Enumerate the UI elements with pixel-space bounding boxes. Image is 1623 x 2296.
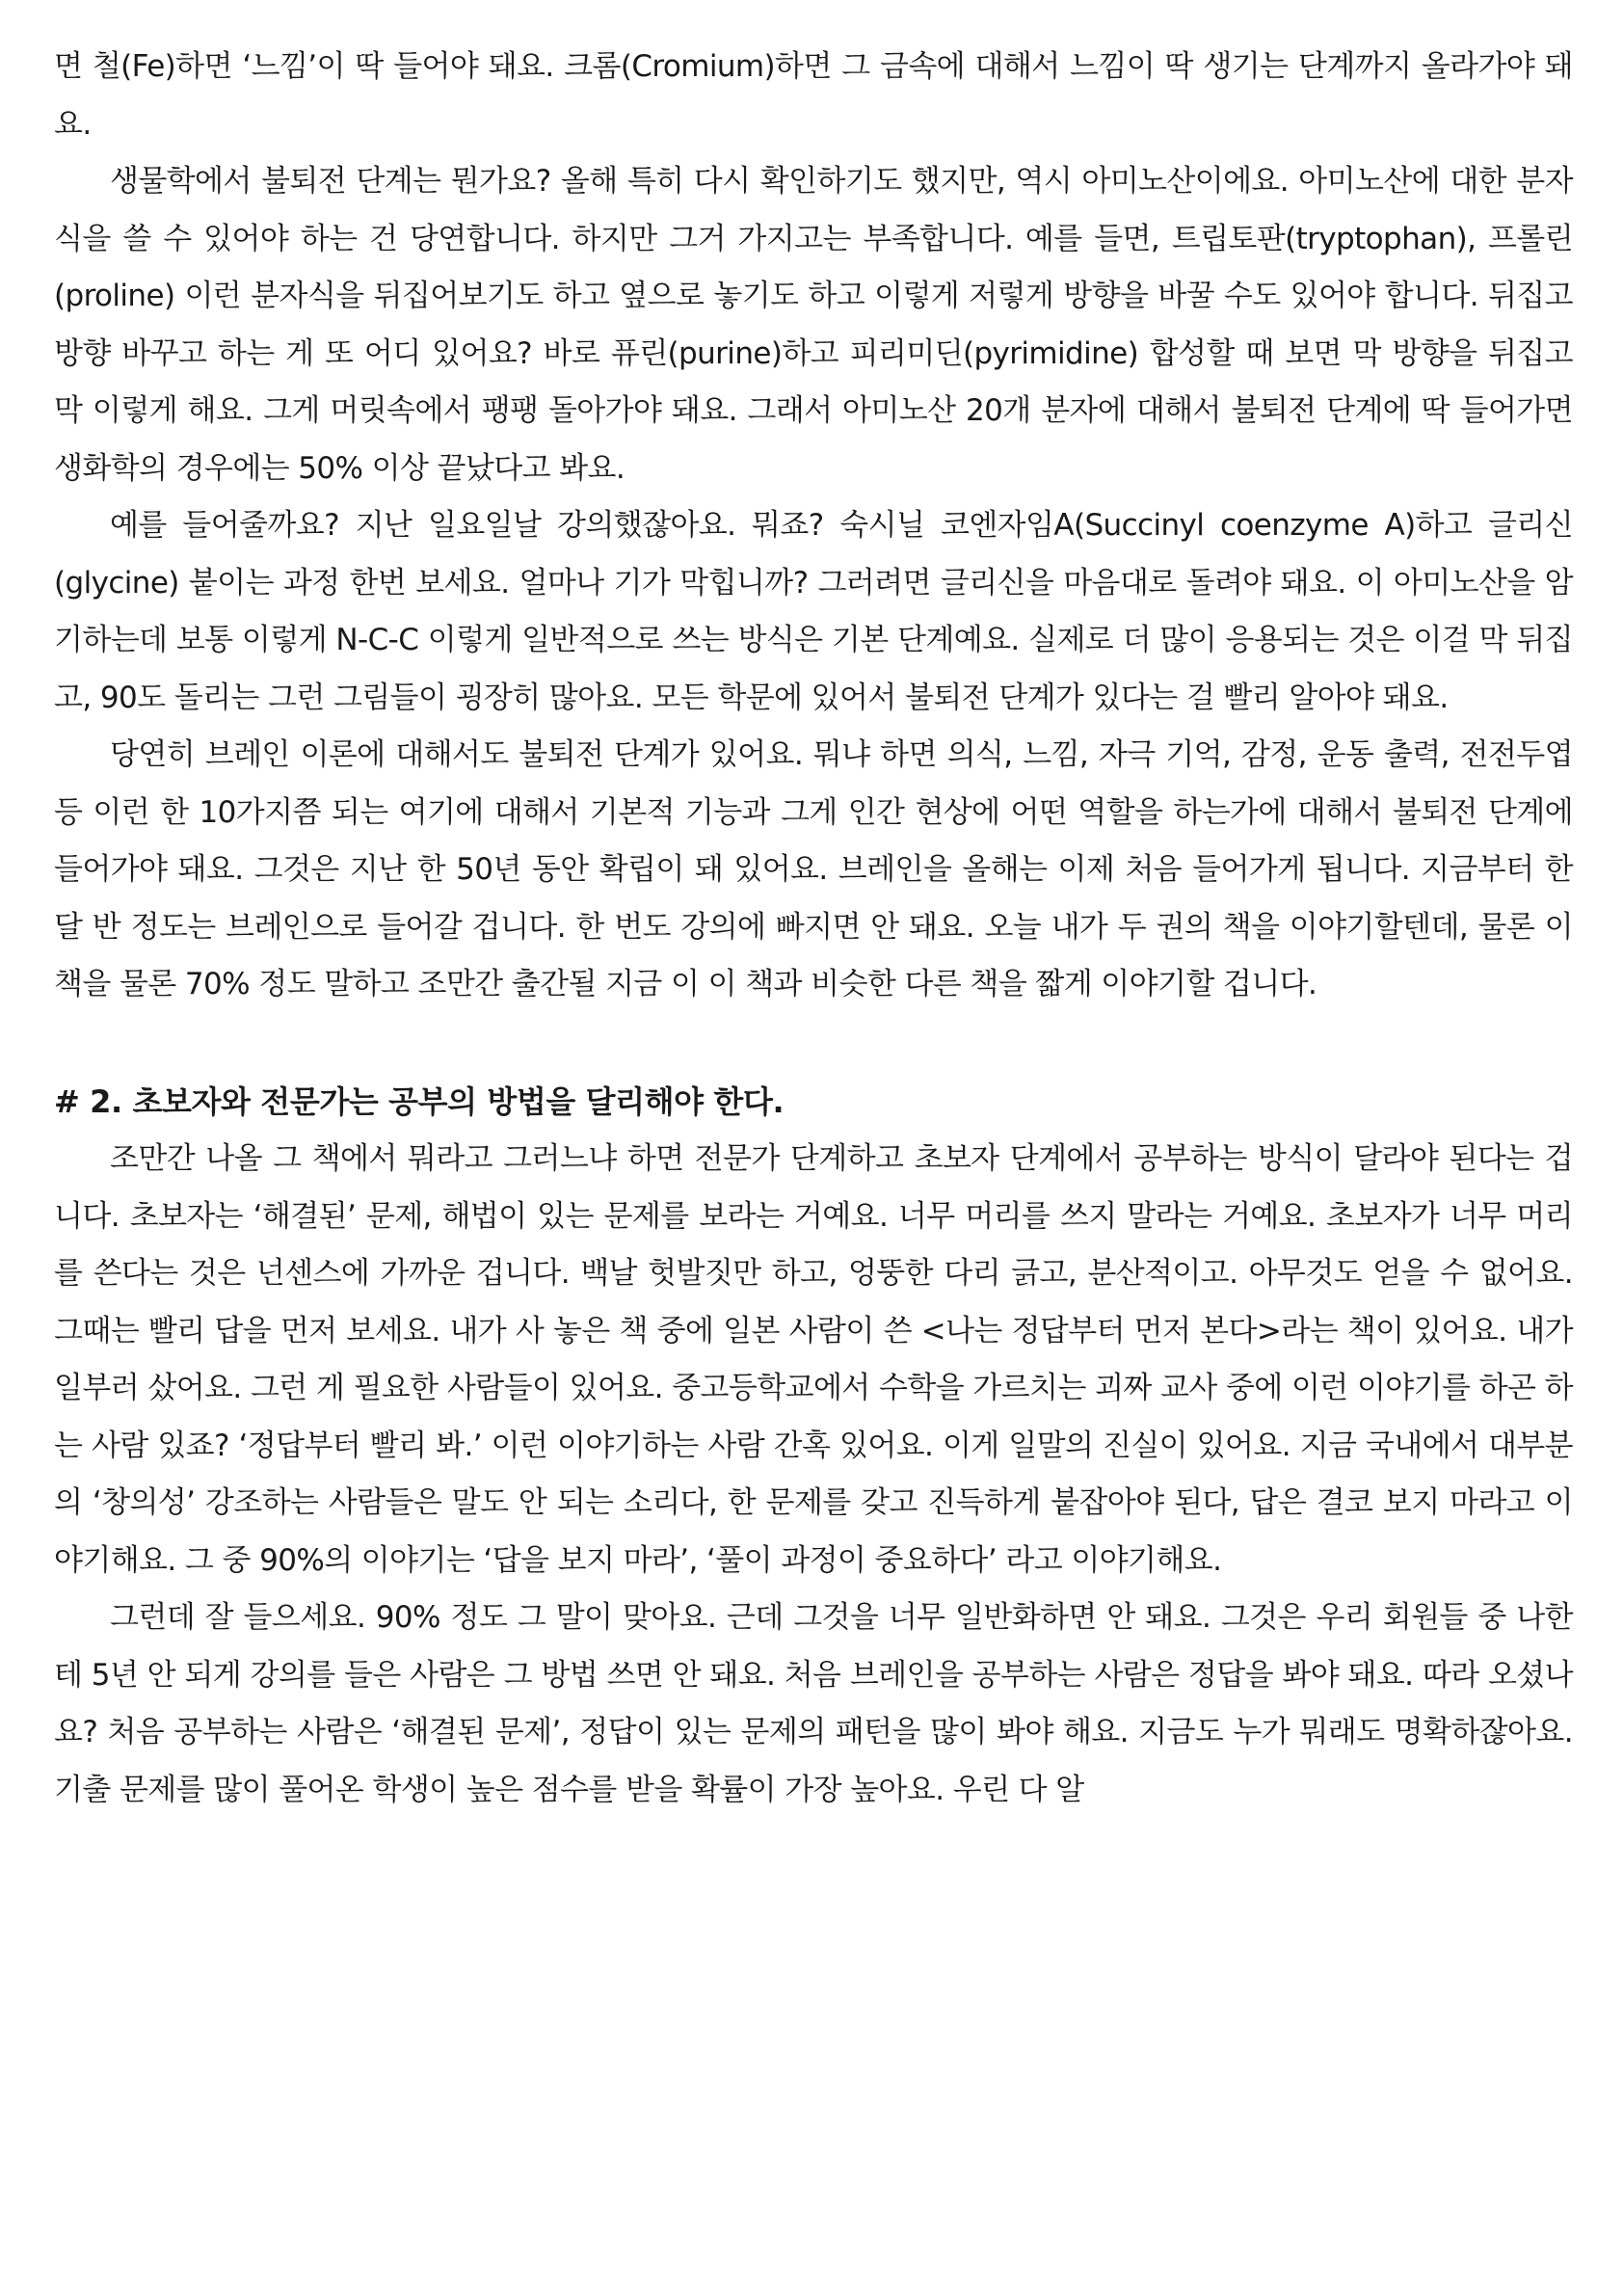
paragraph-biology-amino-acids: 생물학에서 불퇴전 단계는 뭔가요? 올해 특히 다시 확인하기도 했지만, 역시 아미노산이에요. 아미노산에 대한 분자식을 쓸 수 있어야 하는 건 당연합니다. 하지만 그거 가지고는 부족합니다. 예를 들면, 트립토판(tryptophan), 프롤린(proline) 이런 분자식을 뒤집어보기도 하고 옆으로 놓기도 하고 이렇게 저렇게 방향을 바꿀 수도 있어야 합니다. 뒤집고 방향 바꾸고 하는 게 또 어디 있어요? 바로 퓨린(purine)하고 피리미딘(pyrimidine) 합성할 때 보면 막 방향을 뒤집고 막 이렇게 해요. 그게 머릿속에서 팽팽 돌아가야 돼요. 그래서 아미노산 20개 분자에 대해서 불퇴전 단계에 딱 들어가면 생화학의 경우에는 50% 이상 끝났다고 봐요. <box>54 164 1573 486</box>
paragraph-intro-continuation: 면 철(Fe)하면 ‘느낌’이 딱 들어야 돼요. 크롬(Cromium)하면 그 금속에 대해서 느낌이 딱 생기는 단계까지 올라가야 돼요. <box>54 49 1573 142</box>
paragraph-glycine-example: 예를 들어줄까요? 지난 일요일날 강의했잖아요. 뭐죠? 숙시닐 코엔자임A(Succinyl coenzyme A)하고 글리신(glycine) 붙이는 과정 한번 보세요. 얼마나 기가 막힙니까? 그러려면 글리신을 마음대로 돌려야 돼요. 이 아미노산을 암기하는데 보통 이렇게 N-C-C 이렇게 일반적으로 쓰는 방식은 기본 단계예요. 실제로 더 많이 응용되는 것은 이걸 막 뒤집고, 90도 돌리는 그런 그림들이 굉장히 많아요. 모든 학문에 있어서 불퇴전 단계가 있다는 걸 빨리 알아야 돼요. <box>54 508 1573 715</box>
paragraph-beginner-vs-expert: 조만간 나올 그 책에서 뭐라고 그러느냐 하면 전문가 단계하고 초보자 단계에서 공부하는 방식이 달라야 된다는 겁니다. 초보자는 ‘해결된’ 문제, 해법이 있는 문제를 보라는 거예요. 너무 머리를 쓰지 말라는 거예요. 초보자가 너무 머리를 쓴다는 것은 넌센스에 가까운 겁니다. 백날 헛발짓만 하고, 엉뚱한 다리 긁고, 분산적이고. 아무것도 얻을 수 없어요. 그때는 빨리 답을 먼저 보세요. 내가 사 놓은 책 중에 일본 사람이 쓴 <나는 정답부터 먼저 본다>라는 책이 있어요. 내가 일부러 샀어요. 그런 게 필요한 사람들이 있어요. 중고등학교에서 수학을 가르치는 괴짜 교사 중에 이런 이야기를 하곤 하는 사람 있죠? ‘정답부터 빨리 봐.’ 이런 이야기하는 사람 간혹 있어요. 이게 일말의 진실이 있어요. 지금 국내에서 대부분의 ‘창의성’ 강조하는 사람들은 말도 안 되는 소리다, 한 문제를 갖고 진득하게 붙잡아야 된다, 답은 결코 보지 마라고 이야기해요. 그 중 90%의 이야기는 ‘답을 보지 마라’, ‘풀이 과정이 중요하다’ 라고 이야기해요. <box>54 1141 1573 1578</box>
paragraph-brain-theory: 당연히 브레인 이론에 대해서도 불퇴전 단계가 있어요. 뭐냐 하면 의식, 느낌, 자극 기억, 감정, 운동 출력, 전전두엽 등 이런 한 10가지쯤 되는 여기에 대해서 기본적 기능과 그게 인간 현상에 어떤 역할을 하는가에 대해서 불퇴전 단계에 들어가야 돼요. 그것은 지난 한 50년 동안 확립이 돼 있어요. 브레인을 올해는 이제 처음 들어가게 됩니다. 지금부터 한 달 반 정도는 브레인으로 들어갈 겁니다. 한 번도 강의에 빠지면 안 돼요. 오늘 내가 두 권의 책을 이야기할텐데, 물론 이 책을 물론 70% 정도 말하고 조만간 출간될 지금 이 이 책과 비슷한 다른 책을 짧게 이야기할 겁니다. <box>54 737 1573 1001</box>
section-heading: # 2. 초보자와 전문가는 공부의 방법을 달리해야 한다. <box>54 1082 785 1120</box>
paragraph-see-answers-first: 그런데 잘 들으세요. 90% 정도 그 말이 맞아요. 근데 그것을 너무 일반화하면 안 돼요. 그것은 우리 회원들 중 나한테 5년 안 되게 강의를 들은 사람은 그 방법 쓰면 안 돼요. 처음 브레인을 공부하는 사람은 정답을 봐야 돼요. 따라 오셨나요? 처음 공부하는 사람은 ‘해결된 문제’, 정답이 있는 문제의 패턴을 많이 봐야 해요. 지금도 누가 뭐래도 명확하잖아요. 기출 문제를 많이 풀어온 학생이 높은 점수를 받을 확률이 가장 높아요. 우린 다 알 <box>54 1600 1573 1807</box>
document-page <box>54 39 1573 1819</box>
